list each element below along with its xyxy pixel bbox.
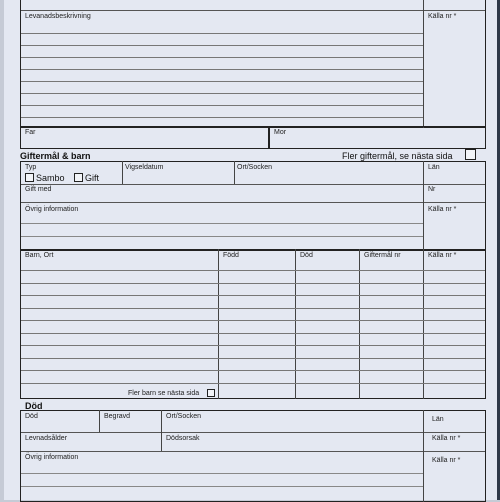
- giftermal-row1-rule: [21, 184, 485, 185]
- dodsorsak-label: Dödsorsak: [166, 435, 200, 442]
- barn-row-line: [21, 370, 485, 371]
- far-label: Far: [25, 129, 36, 136]
- kalla-column-divider: [423, 0, 424, 128]
- dod-divider: [99, 410, 100, 432]
- giftermal-line: [21, 223, 423, 224]
- barn-more-checkbox[interactable]: [207, 389, 215, 397]
- dod-kalla-divider: [423, 410, 424, 502]
- dod-line: [21, 473, 423, 474]
- barn-row-line: [21, 333, 485, 334]
- barn-fodd-header: Född: [223, 252, 239, 259]
- vigseldatum-label: Vigseldatum: [125, 164, 164, 171]
- barn-row-line: [21, 295, 485, 296]
- giftermal-kalla-label: Källa nr *: [428, 206, 457, 213]
- barn-kalla-header: Källa nr *: [428, 252, 457, 259]
- barn-kalla-divider: [423, 249, 424, 399]
- levnad-line: [21, 105, 423, 106]
- levnad-line: [21, 81, 423, 82]
- gift-med-label: Gift med: [25, 186, 52, 193]
- giftermal-divider: [122, 161, 123, 184]
- barn-giftermal-divider: [359, 249, 360, 399]
- levnad-line: [21, 93, 423, 94]
- form-page: [4, 0, 498, 500]
- barn-row-line: [21, 345, 485, 346]
- barn-dod-divider: [295, 249, 296, 399]
- far-field[interactable]: [20, 126, 270, 149]
- levnadsalder-label: Levnadsålder: [25, 435, 68, 442]
- sambo-label: Sambo: [36, 173, 65, 183]
- giftermal-line: [21, 236, 423, 237]
- levnad-kalla-label: Källa nr *: [428, 13, 457, 20]
- gift-checkbox[interactable]: [74, 173, 83, 182]
- dod-kalla2-label: Källa nr *: [432, 457, 461, 464]
- levnad-line: [21, 57, 423, 58]
- giftermal-nr-label: Nr: [428, 186, 436, 193]
- levnad-line: [21, 45, 423, 46]
- dod-row1-rule: [21, 432, 485, 433]
- barn-row-line: [21, 283, 485, 284]
- top-rule: [21, 10, 485, 11]
- barn-row-line: [21, 308, 485, 309]
- levnad-line: [21, 69, 423, 70]
- barn-row-line: [21, 270, 485, 271]
- barn-ort-header: Barn, Ort: [25, 252, 54, 259]
- typ-label: Typ: [25, 164, 37, 171]
- sambo-checkbox[interactable]: [25, 173, 34, 182]
- dod-title: Död: [25, 401, 43, 411]
- levnad-line: [21, 117, 423, 118]
- dod-ort-label: Ort/Socken: [166, 413, 202, 420]
- dod-row2-rule: [21, 451, 485, 452]
- barn-more-label: Fler barn se nästa sida: [128, 390, 200, 397]
- giftermal-row2-rule: [21, 202, 485, 203]
- barn-dod-header: Död: [300, 252, 313, 259]
- mor-field[interactable]: [268, 126, 486, 149]
- giftermal-divider: [234, 161, 235, 184]
- barn-row-line: [21, 358, 485, 359]
- mor-label: Mor: [274, 129, 287, 136]
- giftermal-more-checkbox[interactable]: [465, 149, 476, 160]
- giftermal-kalla-divider: [423, 161, 424, 251]
- giftermal-title: Giftermål & barn: [20, 151, 91, 161]
- levnad-label: Levanadsbeskrivning: [25, 13, 91, 20]
- dod-line: [21, 486, 423, 487]
- giftermal-more-label: Fler giftermål, se nästa sida: [342, 151, 453, 161]
- dod-ovrig-label: Övrig information: [25, 454, 79, 461]
- gift-label: Gift: [85, 173, 100, 183]
- dod-divider: [161, 410, 162, 451]
- giftermal-ovrig-label: Övrig information: [25, 206, 79, 213]
- barn-row-line: [21, 383, 485, 384]
- giftermal-ort-label: Ort/Socken: [237, 164, 273, 171]
- begravd-label: Begravd: [104, 413, 131, 420]
- dod-lan-label: Län: [432, 416, 444, 423]
- dod-block: [20, 410, 486, 502]
- barn-giftermal-header: Giftermål nr: [364, 252, 401, 259]
- barn-table: [20, 249, 486, 399]
- barn-fodd-divider: [218, 249, 219, 399]
- dod-kalla-label: Källa nr *: [432, 435, 461, 442]
- dod-label: Död: [25, 413, 38, 420]
- barn-row-line: [21, 320, 485, 321]
- levnad-line: [21, 33, 423, 34]
- giftermal-lan-label: Län: [428, 164, 440, 171]
